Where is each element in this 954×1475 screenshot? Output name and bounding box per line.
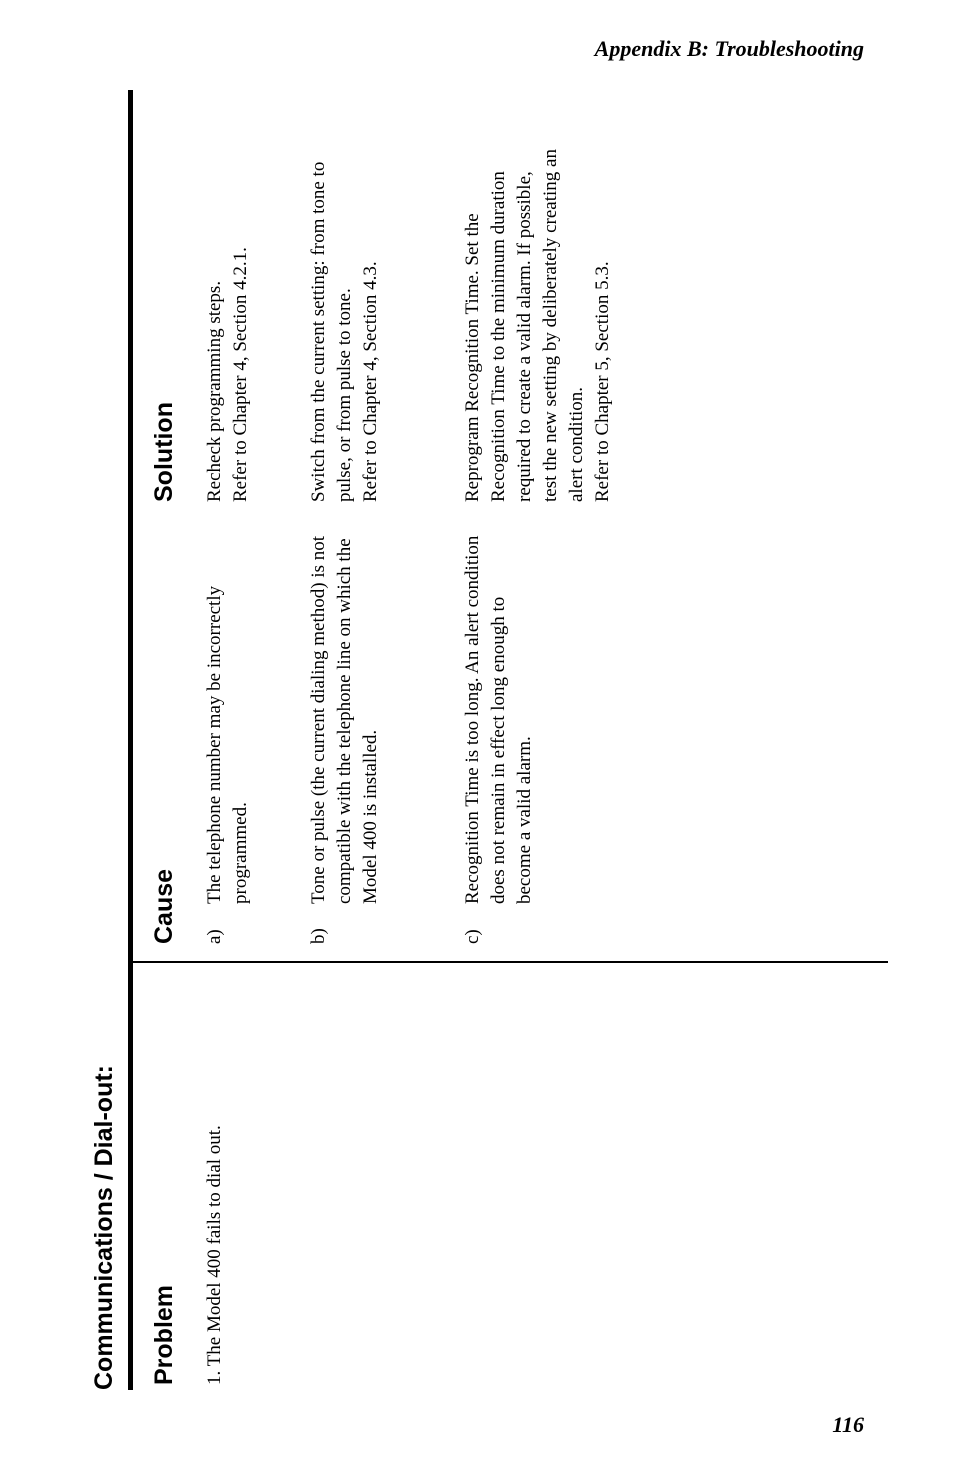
section-title: Communications / Dial-out: (90, 1065, 118, 1390)
column-header-solution: Solution (150, 402, 178, 502)
solution-line: Switch from the current setting: from tone to (308, 161, 329, 502)
cause-row (306, 534, 384, 944)
cause-text: The telephone number may be incorrectly programmed. (204, 585, 251, 904)
cause-text: Tone or pulse (the current dialing method) is not compatible with the telephone line on which the Model 400 is installed. (308, 535, 381, 904)
problem-text: 1. The Model 400 fails to dial out. (204, 1125, 225, 1385)
solution-cell (460, 90, 616, 502)
column-header-cause: Cause (150, 868, 178, 944)
solution-line: test the new setting by deliberately creating an (540, 149, 561, 502)
rotated-table (90, 90, 890, 1390)
cause-row (202, 534, 254, 944)
page-number: 116 (832, 1412, 864, 1437)
section-rule (128, 90, 133, 1390)
solution-cell (202, 90, 254, 502)
column-header-problem: Problem (150, 1284, 178, 1385)
column-divider (133, 961, 888, 963)
cause-letter: a) (204, 929, 225, 944)
cause-row (460, 534, 538, 944)
cause-letter: c) (462, 929, 483, 944)
solution-line: alert condition. (566, 386, 587, 502)
solution-line: Refer to Chapter 4, Section 4.3. (360, 261, 381, 502)
solution-line: pulse, or from pulse to tone. (334, 288, 355, 502)
solution-line: Reprogram Recognition Time. Set the (462, 213, 483, 502)
cause-text: Recognition Time is too long. An alert condition does not remain in effect long enough to become a valid alarm. (462, 535, 535, 904)
solution-cell (306, 90, 384, 502)
solution-line: Refer to Chapter 5, Section 5.3. (592, 261, 613, 502)
solution-line: Refer to Chapter 4, Section 4.2.1. (230, 247, 251, 502)
running-header: Appendix B: Troubleshooting (594, 36, 864, 61)
solution-line: Recheck programming steps. (204, 280, 225, 502)
cause-letter: b) (308, 928, 329, 944)
solution-line: required to create a valid alarm. If possible, (514, 171, 535, 502)
solution-line: Recognition Time to the minimum duration (488, 171, 509, 502)
